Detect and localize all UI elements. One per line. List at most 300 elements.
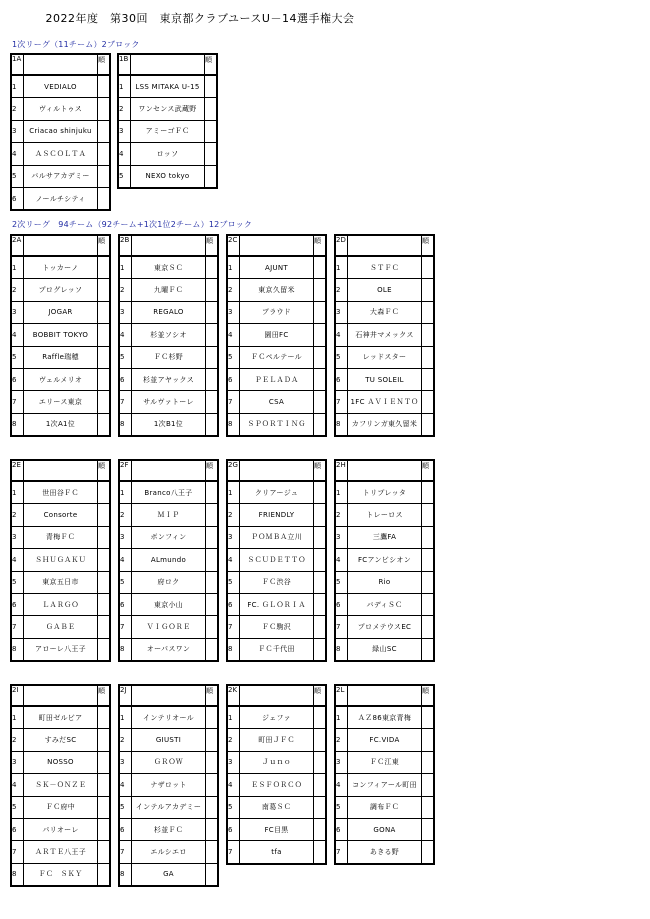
team-number: 7: [120, 616, 132, 638]
team-name: CSA: [240, 391, 314, 413]
team-name: ＳＨＵＧＡＫＵ: [24, 549, 98, 571]
team-name: アミーゴＦＣ: [131, 120, 205, 142]
team-name: トッカーノ: [24, 256, 98, 279]
rank-cell: [314, 504, 326, 526]
team-number: 2: [12, 98, 24, 120]
team-number: 3: [228, 526, 240, 548]
group-table: [119, 55, 216, 187]
rank-cell: [422, 413, 434, 435]
team-number: 4: [12, 549, 24, 571]
group-label: 2J: [120, 686, 132, 706]
team-name: ＳＰＯＲＴＩＮＧ: [240, 413, 314, 435]
team-number: 5: [228, 796, 240, 818]
rank-cell: [98, 571, 110, 593]
team-row: [228, 346, 325, 368]
team-name: 杉並ソシオ: [132, 324, 206, 346]
group-label: 2C: [228, 236, 240, 256]
group-table: [12, 55, 109, 209]
rank-cell: [98, 165, 110, 187]
team-row: [119, 75, 216, 98]
team-name: 世田谷ＦＣ: [24, 481, 98, 504]
team-row: [228, 729, 325, 751]
rank-cell: [98, 706, 110, 729]
rank-cell: [314, 279, 326, 301]
team-row: [120, 504, 217, 526]
team-name: ＦＣ駒沢: [240, 616, 314, 638]
rank-cell: [98, 187, 110, 209]
team-name: バディＳＣ: [348, 593, 422, 615]
team-row: [120, 324, 217, 346]
team-number: 5: [336, 571, 348, 593]
team-number: 8: [228, 638, 240, 660]
team-row: [120, 729, 217, 751]
team-number: 6: [12, 368, 24, 390]
team-name: インテリオール: [132, 706, 206, 729]
team-number: 1: [336, 481, 348, 504]
team-row: [228, 751, 325, 773]
rank-cell: [206, 706, 218, 729]
team-name: 杉並アヤックス: [132, 368, 206, 390]
group-label: 2F: [120, 461, 132, 481]
group-label: 2G: [228, 461, 240, 481]
group-label: 2A: [12, 236, 24, 256]
team-row: [120, 863, 217, 885]
team-row: [120, 774, 217, 796]
group-label: 2K: [228, 686, 240, 706]
team-row: [119, 165, 216, 187]
team-row: [228, 504, 325, 526]
team-name: ＦＣ杉野: [132, 346, 206, 368]
rank-cell: [206, 346, 218, 368]
team-number: 1: [228, 481, 240, 504]
rank-cell: [205, 120, 217, 142]
team-row: [120, 279, 217, 301]
rank-cell: [205, 143, 217, 165]
rank-cell: [206, 504, 218, 526]
team-row: [336, 841, 433, 863]
rank-cell: [98, 526, 110, 548]
team-name: あきる野: [348, 841, 422, 863]
group-block-2k: [226, 684, 327, 865]
team-name: ＡＲＴＥ八王子: [24, 841, 98, 863]
group-table: [336, 686, 433, 863]
rank-column-label: 順: [422, 461, 434, 481]
team-number: 6: [228, 818, 240, 840]
group-block-2e: [10, 459, 111, 662]
team-name: サルヴァトーレ: [132, 391, 206, 413]
team-row: [228, 774, 325, 796]
team-row: [12, 143, 109, 165]
rank-cell: [206, 751, 218, 773]
rank-cell: [98, 120, 110, 142]
team-row: [228, 256, 325, 279]
team-number: 4: [228, 774, 240, 796]
team-name: 1次B1位: [132, 413, 206, 435]
rank-cell: [206, 413, 218, 435]
rank-cell: [98, 368, 110, 390]
team-number: 7: [228, 616, 240, 638]
team-number: 1: [336, 256, 348, 279]
team-name: エリース東京: [24, 391, 98, 413]
rank-cell: [422, 638, 434, 660]
rank-cell: [98, 256, 110, 279]
rank-cell: [205, 165, 217, 187]
section-heading-first-league: 1次リーグ（11チーム）2ブロック: [12, 40, 140, 49]
group-table: [120, 686, 217, 885]
rank-cell: [206, 818, 218, 840]
team-row: [12, 413, 109, 435]
rank-cell: [98, 863, 110, 885]
team-name: 大森ＦＣ: [348, 301, 422, 323]
team-name: FRIENDLY: [240, 504, 314, 526]
team-number: 6: [120, 818, 132, 840]
rank-cell: [422, 504, 434, 526]
team-name: 東京小山: [132, 593, 206, 615]
team-name: ＦＣ千代田: [240, 638, 314, 660]
team-name: エルシエロ: [132, 841, 206, 863]
team-row: [228, 593, 325, 615]
rank-cell: [422, 256, 434, 279]
team-row: [12, 616, 109, 638]
team-name: REGALO: [132, 301, 206, 323]
team-name: 青梅ＦＣ: [24, 526, 98, 548]
section-heading-second-league: 2次リーグ 94チーム（92チーム+1次1位2チーム）12ブロック: [12, 220, 253, 229]
rank-cell: [98, 98, 110, 120]
team-number: 2: [119, 98, 131, 120]
team-row: [228, 571, 325, 593]
team-name: ボンフィン: [132, 526, 206, 548]
team-name: VEDIALO: [24, 75, 98, 98]
rank-cell: [422, 796, 434, 818]
rank-cell: [206, 796, 218, 818]
team-number: 7: [12, 391, 24, 413]
group-block-1a: [10, 53, 111, 211]
team-row: [120, 391, 217, 413]
group-header-blank: [24, 236, 98, 256]
group-table: [12, 236, 109, 435]
team-row: [228, 526, 325, 548]
team-number: 2: [12, 729, 24, 751]
team-row: [12, 504, 109, 526]
group-header-blank: [24, 461, 98, 481]
group-block-2l: [334, 684, 435, 865]
group-table: [336, 461, 433, 660]
group-label: 2B: [120, 236, 132, 256]
rank-cell: [98, 391, 110, 413]
group-table: [228, 236, 325, 435]
group-header-blank: [24, 686, 98, 706]
team-number: 3: [120, 526, 132, 548]
rank-cell: [206, 256, 218, 279]
rank-cell: [314, 549, 326, 571]
team-number: 2: [228, 729, 240, 751]
group-block-2d: [334, 234, 435, 437]
rank-column-label: 順: [98, 55, 110, 75]
team-row: [228, 706, 325, 729]
team-name: 石神井マメックス: [348, 324, 422, 346]
team-number: 1: [12, 75, 24, 98]
team-row: [336, 818, 433, 840]
rank-cell: [314, 413, 326, 435]
team-name: ＦＣペルテール: [240, 346, 314, 368]
team-number: 8: [12, 638, 24, 660]
team-row: [120, 368, 217, 390]
team-number: 2: [336, 504, 348, 526]
team-number: 5: [120, 346, 132, 368]
team-number: 8: [120, 863, 132, 885]
team-name: GIUSTI: [132, 729, 206, 751]
team-row: [336, 481, 433, 504]
team-number: 7: [336, 391, 348, 413]
team-number: 8: [120, 638, 132, 660]
team-number: 4: [228, 324, 240, 346]
team-number: 3: [12, 526, 24, 548]
team-number: 1: [12, 706, 24, 729]
team-name: ジェファ: [240, 706, 314, 729]
rank-cell: [314, 616, 326, 638]
team-number: 4: [12, 143, 24, 165]
rank-cell: [422, 818, 434, 840]
team-number: 8: [336, 413, 348, 435]
team-number: 2: [120, 729, 132, 751]
rank-column-label: 順: [206, 686, 218, 706]
rank-cell: [98, 549, 110, 571]
rank-cell: [314, 818, 326, 840]
team-name: 町田ゼルビア: [24, 706, 98, 729]
team-name: プロメテウスEC: [348, 616, 422, 638]
group-block-2c: [226, 234, 327, 437]
team-name: OLE: [348, 279, 422, 301]
rank-column-label: 順: [98, 461, 110, 481]
rank-cell: [314, 324, 326, 346]
team-number: 3: [336, 301, 348, 323]
team-name: tfa: [240, 841, 314, 863]
group-block-2f: [118, 459, 219, 662]
rank-cell: [314, 481, 326, 504]
team-row: [12, 729, 109, 751]
rank-cell: [98, 774, 110, 796]
team-row: [12, 526, 109, 548]
team-row: [228, 324, 325, 346]
team-name: 緑山SC: [348, 638, 422, 660]
rank-cell: [205, 75, 217, 98]
team-row: [119, 98, 216, 120]
team-number: 3: [228, 301, 240, 323]
team-row: [120, 593, 217, 615]
team-number: 4: [228, 549, 240, 571]
team-row: [12, 571, 109, 593]
team-row: [228, 841, 325, 863]
team-number: 3: [12, 301, 24, 323]
team-row: [12, 481, 109, 504]
team-number: 6: [120, 593, 132, 615]
team-row: [336, 391, 433, 413]
team-name: ＦＣ渋谷: [240, 571, 314, 593]
rank-cell: [314, 593, 326, 615]
group-header-blank: [240, 461, 314, 481]
team-row: [228, 481, 325, 504]
team-name: ヴィルトゥス: [24, 98, 98, 120]
group-header-blank: [240, 236, 314, 256]
group-block-2h: [334, 459, 435, 662]
team-number: 6: [12, 593, 24, 615]
team-row: [228, 413, 325, 435]
team-row: [120, 751, 217, 773]
group-table: [12, 461, 109, 660]
team-number: 2: [12, 279, 24, 301]
team-row: [120, 526, 217, 548]
team-name: オーパスワン: [132, 638, 206, 660]
team-row: [336, 796, 433, 818]
rank-cell: [205, 98, 217, 120]
group-header-blank: [348, 461, 422, 481]
team-name: GONA: [348, 818, 422, 840]
team-name: インテルアカデミー: [132, 796, 206, 818]
rank-cell: [422, 368, 434, 390]
rank-cell: [206, 324, 218, 346]
team-number: 8: [12, 413, 24, 435]
group-label: 2E: [12, 461, 24, 481]
rank-cell: [314, 256, 326, 279]
team-name: Consorte: [24, 504, 98, 526]
team-name: 1次A1位: [24, 413, 98, 435]
team-row: [120, 346, 217, 368]
team-row: [228, 549, 325, 571]
rank-cell: [98, 751, 110, 773]
team-row: [336, 593, 433, 615]
rank-cell: [314, 774, 326, 796]
team-row: [228, 818, 325, 840]
team-row: [336, 526, 433, 548]
team-number: 1: [228, 706, 240, 729]
team-row: [336, 504, 433, 526]
team-number: 6: [336, 818, 348, 840]
group-label: 1B: [119, 55, 131, 75]
group-header-blank: [348, 236, 422, 256]
group-block-2i: [10, 684, 111, 887]
team-name: Branco八王子: [132, 481, 206, 504]
rank-cell: [422, 571, 434, 593]
team-name: ＶＩＧＯＲＥ: [132, 616, 206, 638]
team-row: [336, 301, 433, 323]
team-row: [120, 796, 217, 818]
rank-cell: [206, 368, 218, 390]
rank-cell: [98, 504, 110, 526]
rank-cell: [422, 346, 434, 368]
team-row: [12, 391, 109, 413]
team-number: 8: [12, 863, 24, 885]
group-header-blank: [131, 55, 205, 75]
team-name: 園田FC: [240, 324, 314, 346]
team-row: [228, 638, 325, 660]
team-name: NOSSO: [24, 751, 98, 773]
group-table: [12, 686, 109, 885]
team-name: ＧＡＢＥ: [24, 616, 98, 638]
team-name: ワンセンス武蔵野: [131, 98, 205, 120]
rank-cell: [98, 818, 110, 840]
team-number: 8: [120, 413, 132, 435]
group-block-2g: [226, 459, 327, 662]
group-header-blank: [132, 461, 206, 481]
team-number: 1: [120, 481, 132, 504]
team-number: 7: [120, 841, 132, 863]
team-number: 2: [336, 729, 348, 751]
group-header-blank: [132, 236, 206, 256]
group-block-1b: [117, 53, 218, 189]
team-row: [120, 616, 217, 638]
team-name: ヴェルメリオ: [24, 368, 98, 390]
team-name: 南葛ＳＣ: [240, 796, 314, 818]
team-name: ＡＳＣＯＬＴＡ: [24, 143, 98, 165]
rank-cell: [314, 571, 326, 593]
team-name: ノールチシティ: [24, 187, 98, 209]
rank-cell: [314, 526, 326, 548]
team-name: AJUNT: [240, 256, 314, 279]
group-header-blank: [132, 686, 206, 706]
team-number: 2: [120, 504, 132, 526]
team-row: [120, 638, 217, 660]
team-row: [228, 368, 325, 390]
group-table: [228, 686, 325, 863]
team-row: [12, 368, 109, 390]
team-row: [336, 616, 433, 638]
team-name: Criacao shinjuku: [24, 120, 98, 142]
team-number: 7: [12, 616, 24, 638]
team-number: 6: [12, 818, 24, 840]
rank-cell: [206, 616, 218, 638]
team-number: 3: [336, 526, 348, 548]
rank-cell: [422, 774, 434, 796]
rank-cell: [422, 301, 434, 323]
team-row: [228, 796, 325, 818]
team-number: 5: [228, 346, 240, 368]
team-row: [336, 413, 433, 435]
team-number: 5: [12, 346, 24, 368]
team-row: [228, 301, 325, 323]
team-name: 調布ＦＣ: [348, 796, 422, 818]
team-number: 4: [119, 143, 131, 165]
group-block-2a: [10, 234, 111, 437]
team-name: GA: [132, 863, 206, 885]
rank-cell: [206, 279, 218, 301]
group-table: [120, 236, 217, 435]
team-name: アローレ八王子: [24, 638, 98, 660]
team-row: [119, 143, 216, 165]
team-number: 7: [336, 841, 348, 863]
team-name: ＥＳＦＯＲＣＯ: [240, 774, 314, 796]
rank-cell: [422, 593, 434, 615]
rank-cell: [314, 706, 326, 729]
team-number: 4: [12, 324, 24, 346]
team-number: 1: [120, 256, 132, 279]
rank-cell: [206, 549, 218, 571]
team-row: [12, 324, 109, 346]
team-number: 1: [228, 256, 240, 279]
team-name: ＧＲＯＷ: [132, 751, 206, 773]
team-row: [120, 481, 217, 504]
team-name: 東京五日市: [24, 571, 98, 593]
group-label: 2H: [336, 461, 348, 481]
rank-cell: [314, 729, 326, 751]
rank-column-label: 順: [205, 55, 217, 75]
team-row: [120, 571, 217, 593]
team-row: [120, 818, 217, 840]
group-header-blank: [348, 686, 422, 706]
page-title: 2022年度 第30回 東京都クラブユースU－14選手権大会: [45, 12, 355, 25]
group-label: 2D: [336, 236, 348, 256]
team-number: 1: [12, 481, 24, 504]
rank-cell: [98, 616, 110, 638]
